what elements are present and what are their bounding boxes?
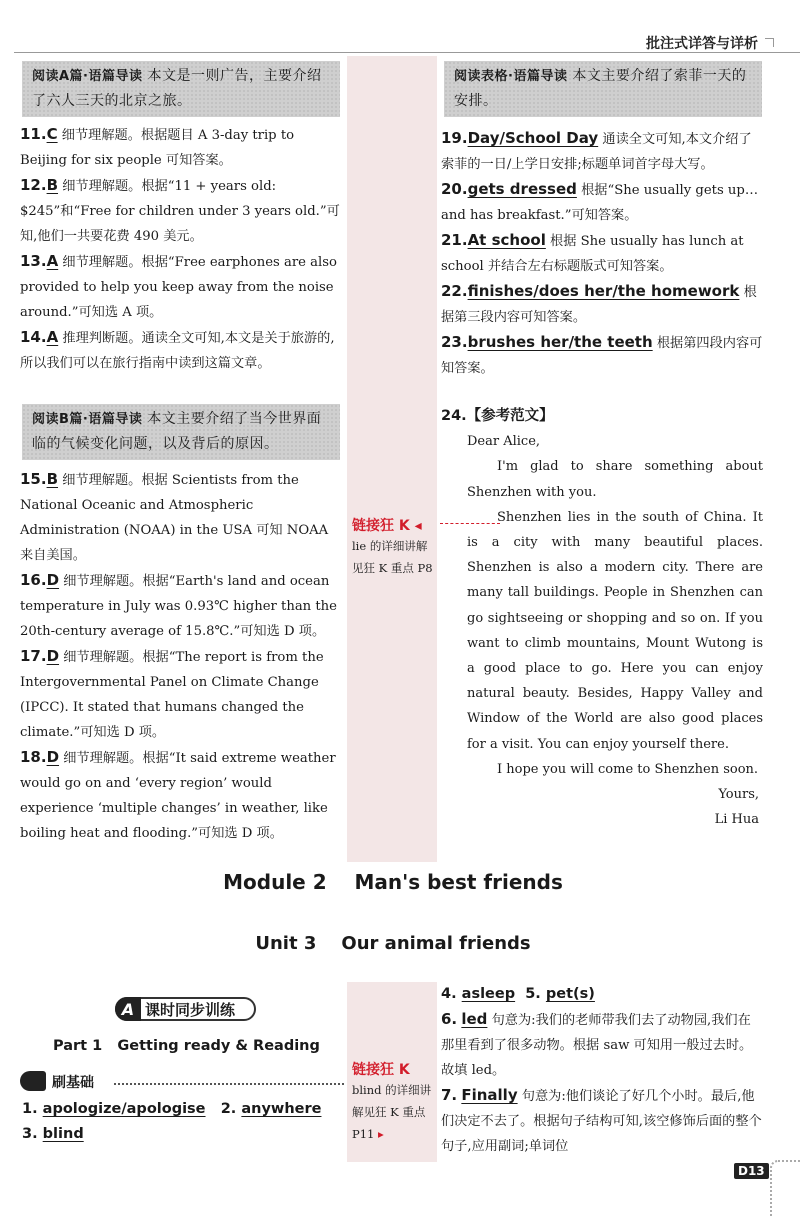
answer-item: 19.Day/School Day 通读全文可知,本文介绍了索菲的一日/上学日安排;标题单词首字母大写。 (441, 129, 752, 172)
unit-title: Unit 3 Our animal friends (255, 933, 531, 954)
page-number: D13 (734, 1163, 769, 1179)
guide-a-label: 阅读A篇·语篇导读 (32, 69, 143, 84)
basics-line-2: 3. blind (22, 1126, 84, 1142)
guide-b (22, 404, 340, 460)
answer-item: 18.D 细节理解题。根据“It said extreme weather would go on and ‘every region’ would experience ‘multiple changes’ in weather, like boiling heat and flooding.”可知选 D 项。 (20, 748, 336, 841)
dotted-rule (114, 1083, 344, 1085)
answer-item: 20.gets dressed 根据“She usually gets up… and has breakfast.”可知答案。 (441, 180, 759, 223)
guide-b-text: 本文主要介绍了当今世界面临的气候变化问题，以及背后的原因。 (32, 411, 322, 452)
basics-line-1: 1. apologize/apologise 2. anywhere (22, 1101, 322, 1117)
guide-b-label: 阅读B篇·语篇导读 (32, 412, 143, 427)
answer-item: 7. Finally 句意为:他们谈论了好几个小时。最后,他们决定不去了。根据句子结构可知,该空修饰后面的整个句子,应用副词;单词位 (441, 1086, 762, 1154)
margin-strip-top (347, 56, 437, 862)
guide-table (444, 61, 762, 117)
badge-label: 课时同步训练 (145, 1000, 236, 1019)
guide-table-label: 阅读表格·语篇导读 (454, 69, 568, 84)
essay (441, 404, 763, 832)
essay-heading: 24.【参考范文】 (441, 408, 554, 424)
guide-a (22, 61, 340, 117)
answer-item: 23.brushes her/the teeth 根据第四段内容可知答案。 (441, 333, 763, 376)
link-note-blind[interactable] (352, 1059, 442, 1145)
link-note-text: lie 的详细讲解见狂 K 重点 P8 (352, 539, 433, 575)
header-title: 批注式详答与详析 (646, 36, 758, 52)
book-icon (20, 1071, 46, 1091)
essay-name: Li Hua (714, 812, 759, 828)
section-badge (115, 997, 256, 1021)
answers-11-14 (20, 122, 342, 376)
essay-p3: I hope you will come to Shenzhen soon. (497, 761, 759, 777)
answer-item: 13.A 细节理解题。根据“Free earphones are also provided to help you keep away from the noise around.”可知选 A 项。 (20, 252, 337, 320)
essay-p1: I'm glad to share something about Shenzhen with you. (467, 459, 763, 500)
answers-15-18 (20, 467, 342, 846)
link-note-lie[interactable] (352, 515, 442, 579)
answer-item: 15.B 细节理解题。根据 Scientists from the National Oceanic and Atmospheric Administration (NOAA) in the USA 可知 NOAA 来自美国。 (20, 470, 329, 563)
corner-mark (765, 38, 774, 47)
link-title: 链接狂 K ◂ (352, 518, 422, 534)
arrow-left-icon: ◂ (409, 518, 422, 534)
link-note-text: blind 的详细讲解见狂 K 重点 P11 ▸ (352, 1083, 432, 1141)
answers-19-23 (441, 126, 763, 381)
shua-row (20, 1071, 345, 1093)
page-header (0, 0, 800, 56)
guide-table-text: 本文主要介绍了索菲一天的安排。 (454, 68, 747, 109)
badge-letter: A (115, 997, 141, 1021)
basics-left (22, 1097, 342, 1147)
module-title: Module 2 Man's best friends (223, 870, 563, 894)
answer-item: 21.At school 根据 She usually has lunch at school 并结合左右标题版式可知答案。 (441, 231, 744, 274)
answer-item: 11.C 细节理解题。根据题目 A 3-day trip to Beijing for six people 可知答案。 (20, 125, 295, 168)
shua-label: 刷基础 (52, 1075, 94, 1091)
essay-closing: Yours, (718, 787, 759, 803)
answers-4-7 (441, 982, 763, 1159)
essay-p2: Shenzhen lies in the south of China. It is a city with many beautiful places. Shenzhen is also a modern city. There are many tall buildings. People in Shenzhen can go sightseeing or shopping and so on. If you want to climb mountains, Mount Wutong is a good place to go. Here you can enjoy natural beauty. Besides, Happy Valley and Window of the World are also good places for a visit. You can enjoy yourself there. (467, 509, 763, 752)
arrow-right-icon: ▸ (374, 1127, 384, 1141)
answer-item: 16.D 细节理解题。根据“Earth's land and ocean temperature in July was 0.93℃ higher than the 20th-century average of 15.8℃.”可知选 D 项。 (20, 571, 337, 639)
part-title: Part 1 Getting ready & Reading (53, 1038, 320, 1054)
answer-item: 17.D 细节理解题。根据“The report is from the Intergovernmental Panel on Climate Change (IPCC). It stated that humans changed the climate.”可知选 D 项。 (20, 647, 324, 740)
page-corner-dots (770, 1160, 800, 1217)
answer-item: 6. led 句意为:我们的老师带我们去了动物园,我们在那里看到了很多动物。根据 saw 可知用一般过去时。故填 led。 (441, 1010, 753, 1078)
header-rule (14, 52, 800, 53)
link-title: 链接狂 K (352, 1062, 410, 1078)
answer-item: 14.A 推理判断题。通读全文可知,本文是关于旅游的,所以我们可以在旅行指南中读到这篇文章。 (20, 328, 335, 371)
answer-item: 22.finishes/does her/the homework 根据第三段内容可知答案。 (441, 282, 757, 325)
essay-salutation: Dear Alice, (467, 434, 541, 450)
guide-a-text: 本文是一则广告，主要介绍了六人三天的北京之旅。 (32, 68, 322, 109)
answer-item: 12.B 细节理解题。根据“11 + years old: $245”和“Free for children under 3 years old.”可知,他们一共要花费 490 美元。 (20, 176, 340, 244)
basics-line-3: 4. asleep 5. pet(s) (441, 986, 595, 1002)
